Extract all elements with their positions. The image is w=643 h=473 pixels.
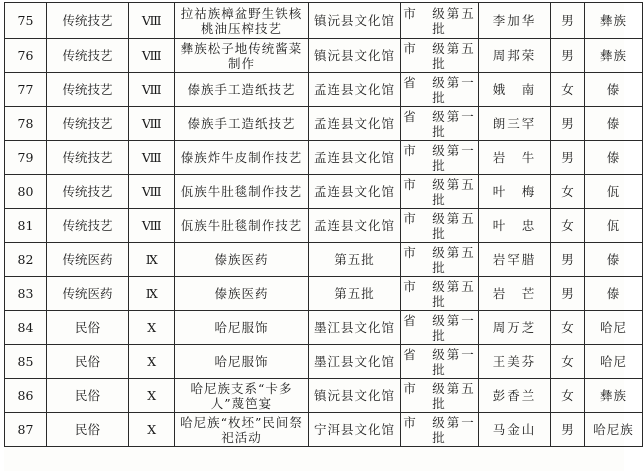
project-name-cell: 傣族手工造纸技艺 bbox=[175, 73, 309, 107]
class-numeral-cell: Ⅷ bbox=[129, 209, 175, 243]
ethnicity-cell: 傣 bbox=[585, 277, 643, 311]
document-page bbox=[4, 2, 634, 471]
project-name-cell: 拉祜族樟盆野生铁核桃油压榨技艺 bbox=[175, 3, 309, 39]
level-batch-cell: 市 级第五批 bbox=[401, 243, 479, 277]
level-batch-cell: 省 级第一批 bbox=[401, 107, 479, 141]
level-batch-cell: 市 级第一批 bbox=[401, 141, 479, 175]
level-batch-cell: 省 级第一批 bbox=[401, 345, 479, 379]
row-number: 77 bbox=[5, 73, 47, 107]
project-name-cell: 佤族牛肚毯制作技艺 bbox=[175, 209, 309, 243]
project-name-cell: 傣族医药 bbox=[175, 243, 309, 277]
sex-cell: 女 bbox=[551, 345, 585, 379]
class-numeral-cell: Ⅸ bbox=[129, 243, 175, 277]
inheritor-name-cell: 娥 南 bbox=[479, 73, 551, 107]
table-row bbox=[5, 141, 643, 175]
inheritor-name-cell: 叶 梅 bbox=[479, 175, 551, 209]
project-name-cell: 哈尼族支系“卡多人”蔑笆宴 bbox=[175, 379, 309, 413]
protection-unit-cell: 镇沅县文化馆 bbox=[309, 379, 401, 413]
sex-cell: 男 bbox=[551, 3, 585, 39]
project-name-cell: 傣族炸牛皮制作技艺 bbox=[175, 141, 309, 175]
sex-cell: 男 bbox=[551, 141, 585, 175]
project-name-cell: 佤族牛肚毯制作技艺 bbox=[175, 175, 309, 209]
level-batch-cell: 省 级第一批 bbox=[401, 73, 479, 107]
table-row bbox=[5, 3, 643, 39]
category-cell: 民俗 bbox=[47, 379, 129, 413]
protection-unit-cell: 孟连县文化馆 bbox=[309, 175, 401, 209]
protection-unit-cell: 孟连县文化馆 bbox=[309, 73, 401, 107]
sex-cell: 男 bbox=[551, 107, 585, 141]
sex-cell: 男 bbox=[551, 277, 585, 311]
protection-unit-cell: 第五批 bbox=[309, 243, 401, 277]
row-number: 85 bbox=[5, 345, 47, 379]
table-row bbox=[5, 379, 643, 413]
protection-unit-cell: 宁洱县文化馆 bbox=[309, 413, 401, 447]
sex-cell: 女 bbox=[551, 379, 585, 413]
ethnicity-cell: 佤 bbox=[585, 175, 643, 209]
ethnicity-cell: 傣 bbox=[585, 141, 643, 175]
inheritor-name-cell: 岩罕腊 bbox=[479, 243, 551, 277]
level-batch-cell: 市 级第五批 bbox=[401, 39, 479, 73]
protection-unit-cell: 孟连县文化馆 bbox=[309, 107, 401, 141]
inheritor-name-cell: 周万芝 bbox=[479, 311, 551, 345]
protection-unit-cell: 镇沅县文化馆 bbox=[309, 39, 401, 73]
table-row bbox=[5, 345, 643, 379]
inheritor-name-cell: 王美芬 bbox=[479, 345, 551, 379]
ethnicity-cell: 彝族 bbox=[585, 379, 643, 413]
protection-unit-cell: 孟连县文化馆 bbox=[309, 141, 401, 175]
sex-cell: 男 bbox=[551, 243, 585, 277]
inheritor-name-cell: 李加华 bbox=[479, 3, 551, 39]
table-row bbox=[5, 209, 643, 243]
sex-cell: 女 bbox=[551, 175, 585, 209]
ethnicity-cell: 哈尼 bbox=[585, 311, 643, 345]
category-cell: 传统技艺 bbox=[47, 39, 129, 73]
category-cell: 传统医药 bbox=[47, 243, 129, 277]
ethnicity-cell: 彝族 bbox=[585, 39, 643, 73]
category-cell: 传统技艺 bbox=[47, 3, 129, 39]
table-row bbox=[5, 175, 643, 209]
class-numeral-cell: Ⅷ bbox=[129, 141, 175, 175]
row-number: 75 bbox=[5, 3, 47, 39]
level-batch-cell: 市 级第五批 bbox=[401, 175, 479, 209]
sex-cell: 女 bbox=[551, 311, 585, 345]
level-batch-cell: 省 级第一批 bbox=[401, 311, 479, 345]
table-row bbox=[5, 311, 643, 345]
table-row bbox=[5, 243, 643, 277]
table-body bbox=[5, 3, 643, 447]
inheritor-name-cell: 岩 牛 bbox=[479, 141, 551, 175]
category-cell: 民俗 bbox=[47, 413, 129, 447]
level-batch-cell: 市 级第五批 bbox=[401, 379, 479, 413]
project-name-cell: 傣族手工造纸技艺 bbox=[175, 107, 309, 141]
ethnicity-cell: 傣 bbox=[585, 243, 643, 277]
level-batch-cell: 市 级第一批 bbox=[401, 413, 479, 447]
heritage-inheritor-table bbox=[4, 2, 643, 447]
category-cell: 民俗 bbox=[47, 311, 129, 345]
class-numeral-cell: Ⅷ bbox=[129, 107, 175, 141]
table-row bbox=[5, 107, 643, 141]
project-name-cell: 傣族医药 bbox=[175, 277, 309, 311]
class-numeral-cell: Ⅷ bbox=[129, 39, 175, 73]
row-number: 76 bbox=[5, 39, 47, 73]
row-number: 81 bbox=[5, 209, 47, 243]
inheritor-name-cell: 彭香兰 bbox=[479, 379, 551, 413]
category-cell: 传统技艺 bbox=[47, 107, 129, 141]
row-number: 84 bbox=[5, 311, 47, 345]
category-cell: 传统技艺 bbox=[47, 175, 129, 209]
row-number: 86 bbox=[5, 379, 47, 413]
category-cell: 民俗 bbox=[47, 345, 129, 379]
inheritor-name-cell: 叶 忠 bbox=[479, 209, 551, 243]
category-cell: 传统技艺 bbox=[47, 209, 129, 243]
row-number: 82 bbox=[5, 243, 47, 277]
sex-cell: 女 bbox=[551, 209, 585, 243]
sex-cell: 男 bbox=[551, 39, 585, 73]
level-batch-cell: 市 级第五批 bbox=[401, 3, 479, 39]
row-number: 79 bbox=[5, 141, 47, 175]
row-number: 83 bbox=[5, 277, 47, 311]
protection-unit-cell: 墨江县文化馆 bbox=[309, 345, 401, 379]
class-numeral-cell: Ⅹ bbox=[129, 311, 175, 345]
ethnicity-cell: 哈尼族 bbox=[585, 413, 643, 447]
ethnicity-cell: 傣 bbox=[585, 107, 643, 141]
project-name-cell: 哈尼服饰 bbox=[175, 311, 309, 345]
ethnicity-cell: 哈尼 bbox=[585, 345, 643, 379]
class-numeral-cell: Ⅷ bbox=[129, 3, 175, 39]
class-numeral-cell: Ⅸ bbox=[129, 277, 175, 311]
class-numeral-cell: Ⅷ bbox=[129, 175, 175, 209]
ethnicity-cell: 佤 bbox=[585, 209, 643, 243]
table-row bbox=[5, 413, 643, 447]
sex-cell: 男 bbox=[551, 413, 585, 447]
project-name-cell: 彝族松子地传统酱菜制作 bbox=[175, 39, 309, 73]
ethnicity-cell: 傣 bbox=[585, 73, 643, 107]
level-batch-cell: 市 级第五批 bbox=[401, 277, 479, 311]
class-numeral-cell: Ⅷ bbox=[129, 73, 175, 107]
table-row bbox=[5, 73, 643, 107]
inheritor-name-cell: 朗三罕 bbox=[479, 107, 551, 141]
table-row bbox=[5, 39, 643, 73]
class-numeral-cell: Ⅹ bbox=[129, 345, 175, 379]
protection-unit-cell: 镇沅县文化馆 bbox=[309, 3, 401, 39]
inheritor-name-cell: 马金山 bbox=[479, 413, 551, 447]
category-cell: 传统技艺 bbox=[47, 73, 129, 107]
category-cell: 传统医药 bbox=[47, 277, 129, 311]
sex-cell: 女 bbox=[551, 73, 585, 107]
table-row bbox=[5, 277, 643, 311]
class-numeral-cell: Ⅹ bbox=[129, 379, 175, 413]
project-name-cell: 哈尼族“枚坯”民间祭祀活动 bbox=[175, 413, 309, 447]
row-number: 87 bbox=[5, 413, 47, 447]
inheritor-name-cell: 岩 芒 bbox=[479, 277, 551, 311]
row-number: 78 bbox=[5, 107, 47, 141]
row-number: 80 bbox=[5, 175, 47, 209]
protection-unit-cell: 墨江县文化馆 bbox=[309, 311, 401, 345]
project-name-cell: 哈尼服饰 bbox=[175, 345, 309, 379]
level-batch-cell: 市 级第五批 bbox=[401, 209, 479, 243]
category-cell: 传统技艺 bbox=[47, 141, 129, 175]
class-numeral-cell: Ⅹ bbox=[129, 413, 175, 447]
protection-unit-cell: 第五批 bbox=[309, 277, 401, 311]
inheritor-name-cell: 周邦荣 bbox=[479, 39, 551, 73]
ethnicity-cell: 彝族 bbox=[585, 3, 643, 39]
protection-unit-cell: 孟连县文化馆 bbox=[309, 209, 401, 243]
